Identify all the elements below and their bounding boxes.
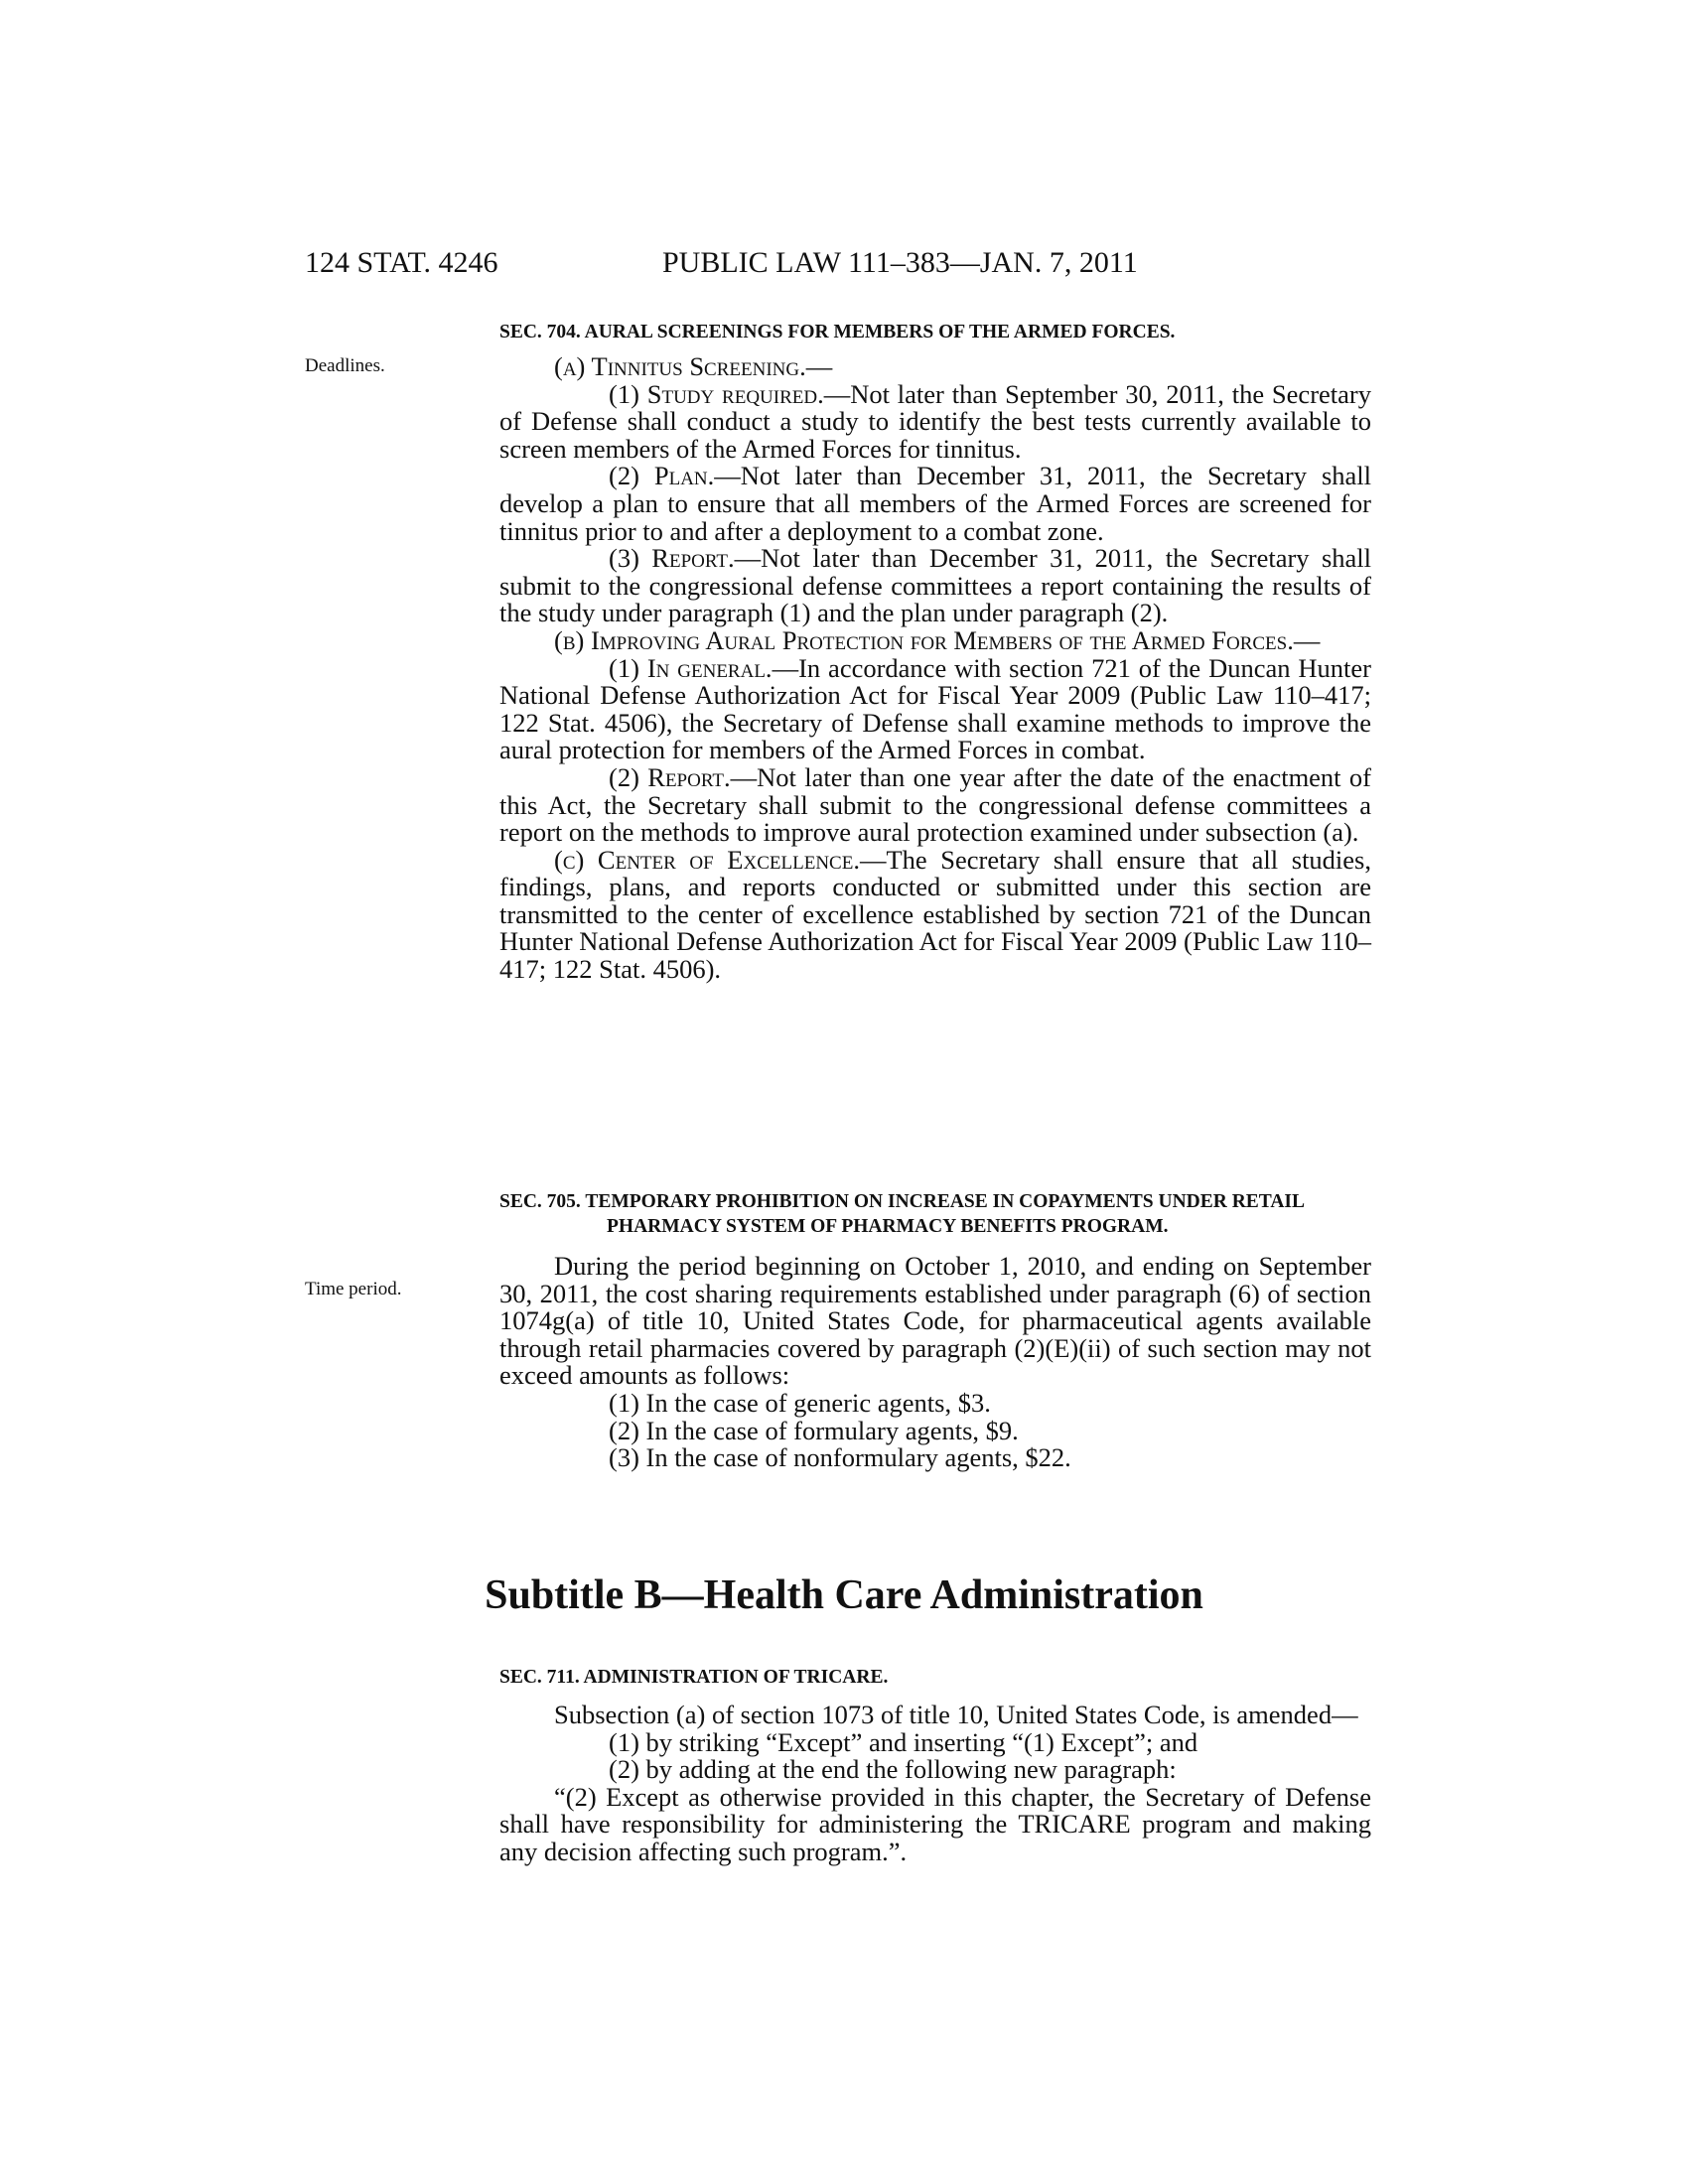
page-header [0, 246, 1688, 286]
section-705-intro: During the period beginning on October 1, 2010, and ending on September 30, 2011, the cost sharing requirements established under paragraph (6) of section 1074g(a) of title 10, United States Code, for pharmaceutical agents available through retail pharmacies covered by paragraph (2)(E)(ii) of such section may not exceed amounts as follows: [499, 1251, 1371, 1391]
statute-page-number: 124 STAT. 4246 [305, 246, 498, 279]
section-705-item-1: (1) In the case of generic agents, $3. [609, 1387, 991, 1418]
paragraph-b1-label: (1) In general. [609, 652, 773, 683]
section-705 [499, 1189, 1371, 1472]
section-711-heading: SEC. 711. ADMINISTRATION OF TRICARE. [499, 1667, 889, 1688]
paragraph-a2 [499, 463, 1371, 545]
paragraph-b1 [499, 652, 1371, 765]
paragraph-a2-label: (2) Plan. [609, 461, 715, 491]
subsection-b-title: (b) Improving Aural Protection for Members of the Armed Forces.— [554, 624, 1321, 655]
section-711-intro: Subsection (a) of section 1073 of title 10, United States Code, is amended— [554, 1700, 1358, 1729]
section-711-quoted-paragraph: “(2) Except as otherwise provided in this chapter, the Secretary of Defense shall have responsibility for administering the TRICARE program and making any decision affecting such program.”. [499, 1781, 1371, 1866]
subsection-c-text: —The Secretary shall ensure that all studies, findings, plans, and reports conducted or submitted under this section are transmitted to the center of excellence established by section 721 of the Duncan Hunter National Defense Authorization Act for Fiscal Year 2009 (Public Law 110–417; 122 Stat. 4506). [499, 844, 1371, 985]
paragraph-a2-text: —Not later than December 31, 2011, the Secretary shall develop a plan to ensure that all members of the Armed Forces are screened for tinnitus prior to and after a deployment to a combat zone. [499, 461, 1372, 546]
subsection-a-heading [499, 353, 1371, 381]
paragraph-a3-text: —Not later than December 31, 2011, the Secretary shall submit to the congressional defense committees a report containing the results of the study under paragraph (1) and the plan under paragraph (2). [499, 543, 1372, 628]
subsection-b-heading [499, 624, 1371, 655]
paragraph-b2-text: —Not later than one year after the date of the enactment of this Act, the Secretary shall submit to the congressional defense committees a report on the methods to improve aural protection examined under subsection (a). [499, 761, 1371, 848]
section-711-item-2: (2) by adding at the end the following new paragraph: [609, 1754, 1177, 1785]
paragraph-b2-label: (2) Report. [609, 761, 731, 792]
subtitle-heading: Subtitle B—Health Care Administration [485, 1572, 1203, 1618]
section-704-heading: SEC. 704. AURAL SCREENINGS FOR MEMBERS OF THE ARMED FORCES. [499, 322, 1176, 342]
section-704 [499, 320, 1371, 984]
paragraph-a3-label: (3) Report. [609, 543, 735, 574]
paragraph-a1-label: (1) Study required. [609, 378, 824, 409]
paragraph-a3 [499, 545, 1371, 627]
subsection-c-label: (c) Center of Excellence. [554, 844, 860, 875]
paragraph-a1-text: —Not later than September 30, 2011, the Secretary of Defense shall conduct a study to identify the best tests currently available to screen members of the Armed Forces for tinnitus. [499, 378, 1371, 464]
section-711 [499, 1665, 1371, 1866]
paragraph-b2 [499, 761, 1371, 848]
subsection-c [499, 844, 1371, 985]
margin-note-time-period: Time period. [305, 1279, 402, 1299]
section-711-item-1: (1) by striking “Except” and inserting “(1) Except”; and [609, 1726, 1198, 1757]
public-law-title: PUBLIC LAW 111–383—JAN. 7, 2011 [662, 246, 1138, 279]
paragraph-a1 [499, 378, 1371, 464]
section-705-item-2: (2) In the case of formulary agents, $9. [609, 1415, 1019, 1445]
section-705-item-3: (3) In the case of nonformulary agents, $22. [609, 1442, 1071, 1473]
subsection-a-title: (a) Tinnitus Screening.— [554, 351, 833, 381]
paragraph-b1-text: —In accordance with section 721 of the Duncan Hunter National Defense Authorization Act for Fiscal Year 2009 (Public Law 110–417; 122 Stat. 4506), the Secretary of Defense shall examine methods to improve the aural protection for members of the Armed Forces in combat. [499, 652, 1371, 765]
margin-note-deadlines: Deadlines. [305, 355, 385, 376]
section-705-heading: SEC. 705. TEMPORARY PROHIBITION ON INCREASE IN COPAYMENTS UNDER RETAIL PHARMACY SYSTEM OF PHARMACY BENEFITS PROGRAM. [499, 1191, 1304, 1237]
